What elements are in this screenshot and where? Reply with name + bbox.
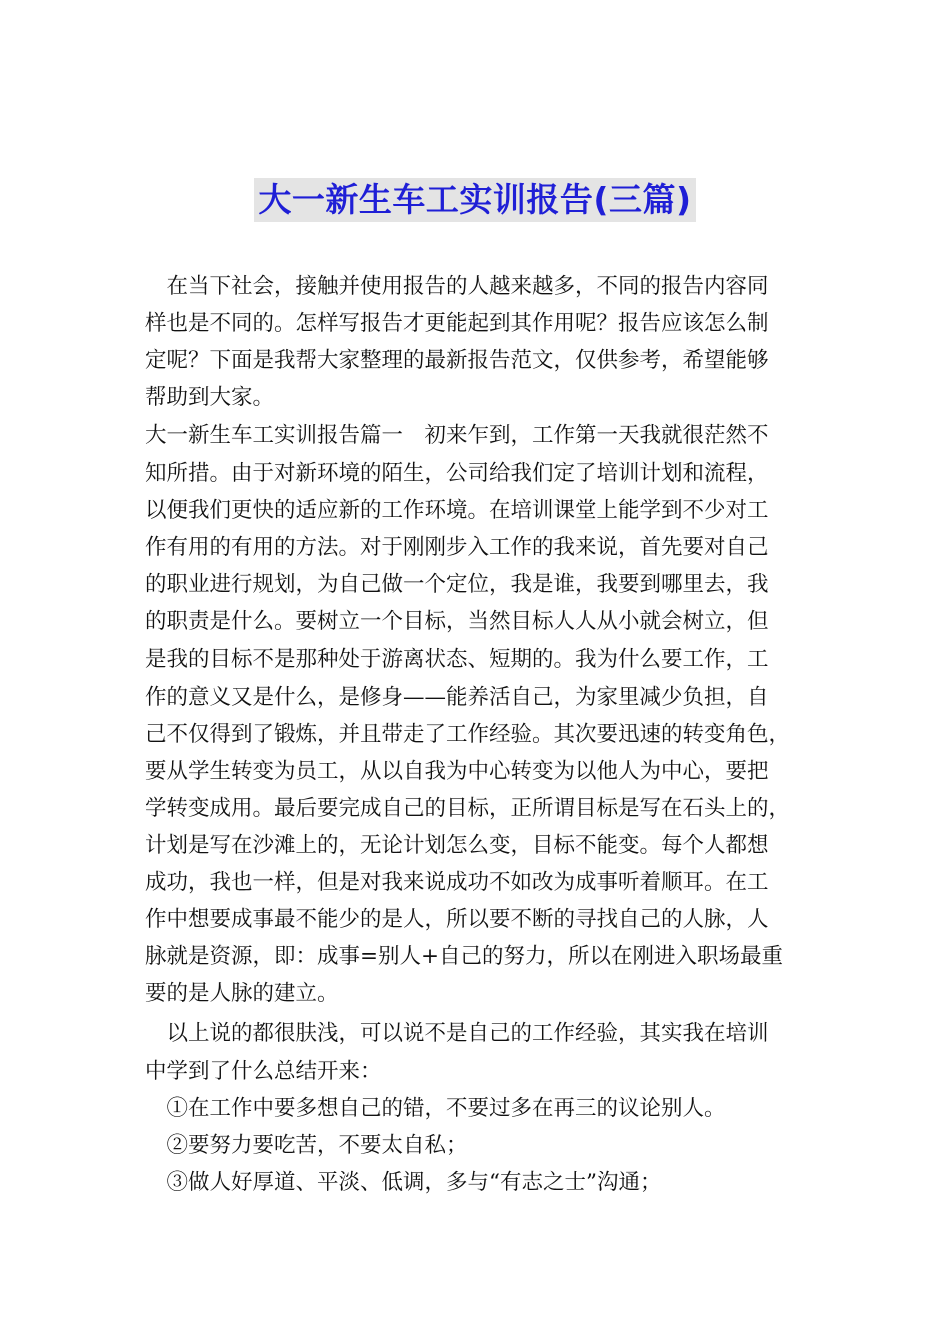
body-line: 己不仅得到了锻炼，并且带走了工作经验。其次要迅速的转变角色， xyxy=(145,722,791,747)
body-line: 成功，我也一样，但是对我来说成功不如改为成事听着顺耳。在工 xyxy=(145,870,769,895)
body-line: 样也是不同的。怎样写报告才更能起到其作用呢？报告应该怎么制 xyxy=(145,311,769,336)
body-line: 作的意义又是什么，是修身——能养活自己，为家里减少负担，自 xyxy=(145,685,769,710)
title-wrap xyxy=(0,178,950,222)
body-line: 是我的目标不是那种处于游离状态、短期的。我为什么要工作，工 xyxy=(145,647,769,672)
body-line: 要从学生转变为员工，从以自我为中心转变为以他人为中心，要把 xyxy=(145,759,769,784)
body-line: 中学到了什么总结开来： xyxy=(145,1059,382,1084)
body-line: 的职业进行规划，为自己做一个定位，我是谁，我要到哪里去，我 xyxy=(145,572,769,597)
body-line: 的职责是什么。要树立一个目标，当然目标人人从小就会树立，但 xyxy=(145,609,769,634)
body-line: ③做人好厚道、平淡、低调，多与“有志之士”沟通； xyxy=(145,1170,662,1195)
body-line: 学转变成用。最后要完成自己的目标，正所谓目标是写在石头上的， xyxy=(145,796,791,821)
document-title: 大一新生车工实训报告(三篇) xyxy=(254,178,695,222)
body-line: 脉就是资源，即：成事=别人+自己的努力，所以在刚进入职场最重 xyxy=(145,944,784,969)
body-line: 帮助到大家。 xyxy=(145,385,275,410)
body-line: 以上说的都很肤浅，可以说不是自己的工作经验，其实我在培训 xyxy=(145,1021,769,1046)
body-line: 大一新生车工实训报告篇一 初来乍到，工作第一天我就很茫然不 xyxy=(145,423,769,448)
body-line: 以便我们更快的适应新的工作环境。在培训课堂上能学到不少对工 xyxy=(145,498,769,523)
body-line: 作有用的有用的方法。对于刚刚步入工作的我来说，首先要对自己 xyxy=(145,535,769,560)
body-line: 要的是人脉的建立。 xyxy=(145,981,339,1006)
body-line: ②要努力要吃苦，不要太自私； xyxy=(145,1133,468,1158)
body-line: 作中想要成事最不能少的是人，所以要不断的寻找自己的人脉，人 xyxy=(145,907,769,932)
body-line: 定呢？下面是我帮大家整理的最新报告范文，仅供参考，希望能够 xyxy=(145,348,769,373)
body-line: 在当下社会，接触并使用报告的人越来越多，不同的报告内容同 xyxy=(145,274,769,299)
body-line: 知所措。由于对新环境的陌生，公司给我们定了培训计划和流程， xyxy=(145,461,769,486)
body-line: 计划是写在沙滩上的，无论计划怎么变，目标不能变。每个人都想 xyxy=(145,833,769,858)
body-line: ①在工作中要多想自己的错，不要过多在再三的议论别人。 xyxy=(145,1096,726,1121)
